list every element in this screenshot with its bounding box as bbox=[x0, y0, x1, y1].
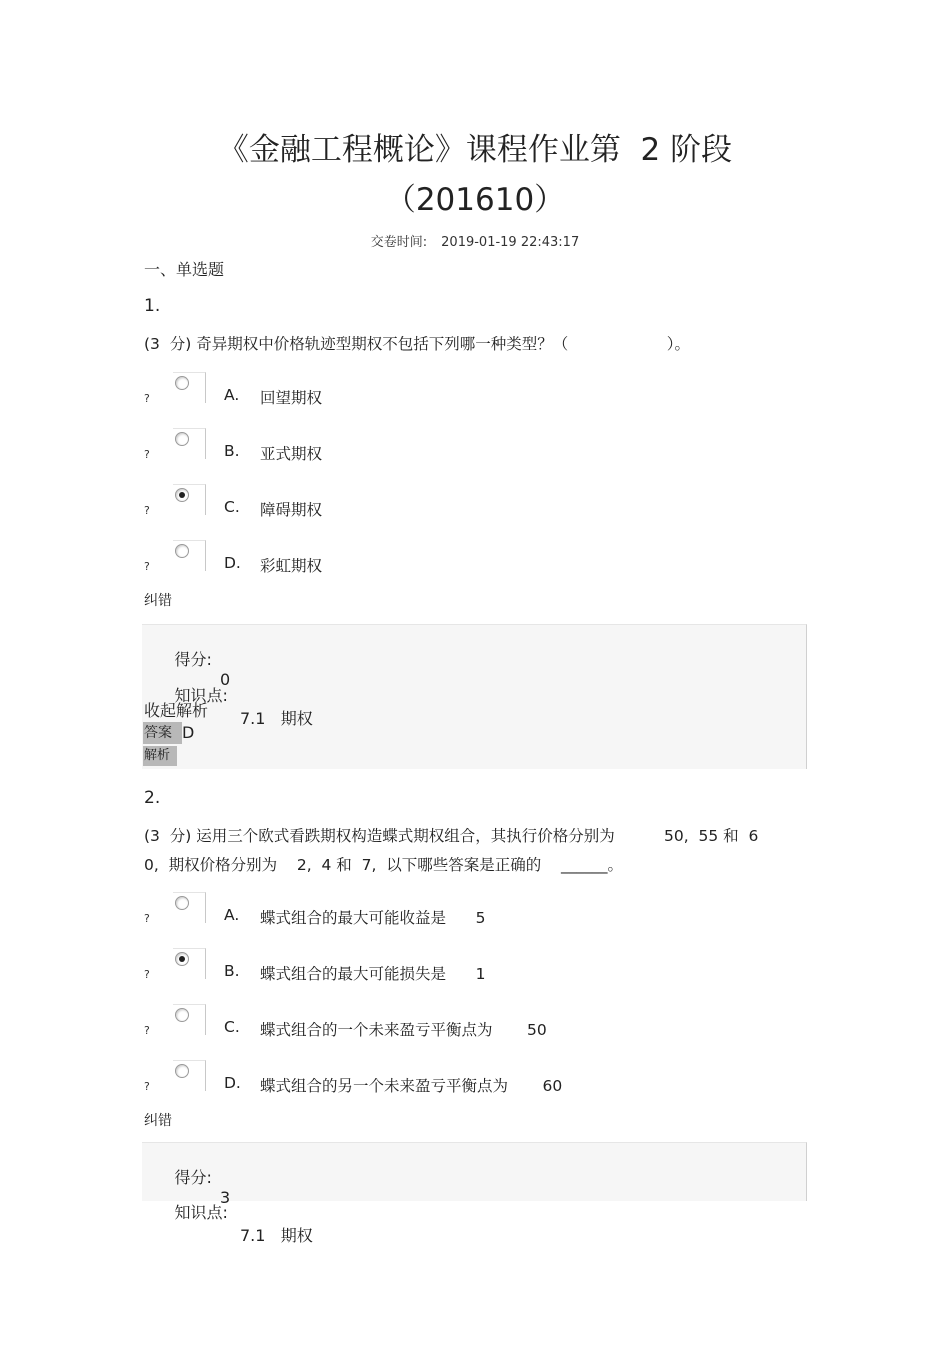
knowledge-value: 7.1 期权 bbox=[240, 1226, 313, 1245]
option-c[interactable] bbox=[144, 1004, 784, 1044]
option-marker: ? bbox=[144, 1080, 150, 1093]
collapse-analysis-link[interactable]: 收起解析 bbox=[144, 701, 209, 720]
option-text: 障碍期权 bbox=[260, 501, 323, 519]
option-text: 彩虹期权 bbox=[260, 557, 323, 575]
score-value: 0 bbox=[220, 670, 231, 689]
option-text: 亚式期权 bbox=[260, 445, 323, 463]
radio-button[interactable] bbox=[175, 544, 189, 558]
score-label: 得分: bbox=[174, 650, 212, 669]
option-marker: ? bbox=[144, 912, 150, 925]
option-b[interactable] bbox=[144, 948, 784, 988]
report-error-link[interactable]: 纠错 bbox=[144, 593, 172, 609]
option-marker: ? bbox=[144, 1024, 150, 1037]
answer-value: D bbox=[182, 723, 195, 742]
option-d[interactable] bbox=[144, 1060, 784, 1100]
option-letter: C. bbox=[224, 498, 240, 516]
option-text: 蝶式组合的一个未来盈亏平衡点为 50 bbox=[260, 1021, 547, 1039]
score-panel bbox=[142, 1142, 807, 1245]
question-text: 0, 期权价格分别为 2, 4 和 7, 以下哪些答案是正确的 ______。 bbox=[144, 856, 623, 874]
option-letter: A. bbox=[224, 386, 240, 404]
option-c[interactable] bbox=[144, 484, 784, 524]
radio-button-selected[interactable] bbox=[175, 952, 189, 966]
doc-title-line1: 《金融工程概论》课程作业第 2 阶段 bbox=[217, 132, 733, 168]
option-a[interactable] bbox=[144, 892, 784, 932]
option-letter: A. bbox=[224, 906, 240, 924]
question-text: (3 分) 运用三个欧式看跌期权构造蝶式期权组合，其执行价格分别为 50, 55 和 6 bbox=[144, 827, 759, 845]
radio-button[interactable] bbox=[175, 896, 189, 910]
radio-button-selected[interactable] bbox=[175, 488, 189, 502]
submit-time-value: 2019-01-19 22:43:17 bbox=[441, 235, 580, 250]
option-letter: C. bbox=[224, 1018, 240, 1036]
report-error-link[interactable]: 纠错 bbox=[144, 1113, 172, 1129]
option-marker: ? bbox=[144, 560, 150, 573]
option-marker: ? bbox=[144, 392, 150, 405]
radio-button[interactable] bbox=[175, 376, 189, 390]
option-b[interactable] bbox=[144, 428, 784, 468]
answer-button[interactable]: 答案 bbox=[143, 722, 182, 744]
question-number: 1. bbox=[144, 296, 161, 316]
option-a[interactable] bbox=[144, 372, 784, 412]
option-d[interactable] bbox=[144, 540, 784, 580]
score-value: 3 bbox=[220, 1188, 231, 1207]
submit-time bbox=[0, 231, 950, 250]
score-panel bbox=[142, 624, 807, 769]
submit-time-label: 交卷时间: bbox=[370, 235, 428, 250]
option-letter: D. bbox=[224, 1074, 241, 1092]
option-text: 蝶式组合的最大可能损失是 1 bbox=[260, 965, 486, 983]
option-marker: ? bbox=[144, 448, 150, 461]
option-marker: ? bbox=[144, 504, 150, 517]
option-text: 蝶式组合的最大可能收益是 5 bbox=[260, 909, 486, 927]
knowledge-row bbox=[144, 1181, 313, 1261]
section-title: 一、单选题 bbox=[144, 260, 225, 279]
doc-title-line2: （201610） bbox=[384, 182, 566, 218]
radio-button[interactable] bbox=[175, 1008, 189, 1022]
question-text: (3 分) 奇异期权中价格轨迹型期权不包括下列哪一种类型？（ ）。 bbox=[144, 335, 691, 353]
option-letter: B. bbox=[224, 962, 240, 980]
question-number: 2. bbox=[144, 788, 161, 808]
score-label: 得分: bbox=[174, 1168, 212, 1187]
option-letter: B. bbox=[224, 442, 240, 460]
option-letter: D. bbox=[224, 554, 241, 572]
knowledge-value: 7.1 期权 bbox=[240, 709, 313, 728]
knowledge-label: 知识点: bbox=[174, 1203, 228, 1222]
knowledge-label: 知识点: bbox=[174, 686, 228, 705]
option-marker: ? bbox=[144, 968, 150, 981]
analysis-button[interactable]: 解析 bbox=[143, 746, 177, 766]
option-text: 蝶式组合的另一个未来盈亏平衡点为 60 bbox=[260, 1077, 563, 1095]
radio-button[interactable] bbox=[175, 432, 189, 446]
radio-button[interactable] bbox=[175, 1064, 189, 1078]
option-text: 回望期权 bbox=[260, 389, 323, 407]
